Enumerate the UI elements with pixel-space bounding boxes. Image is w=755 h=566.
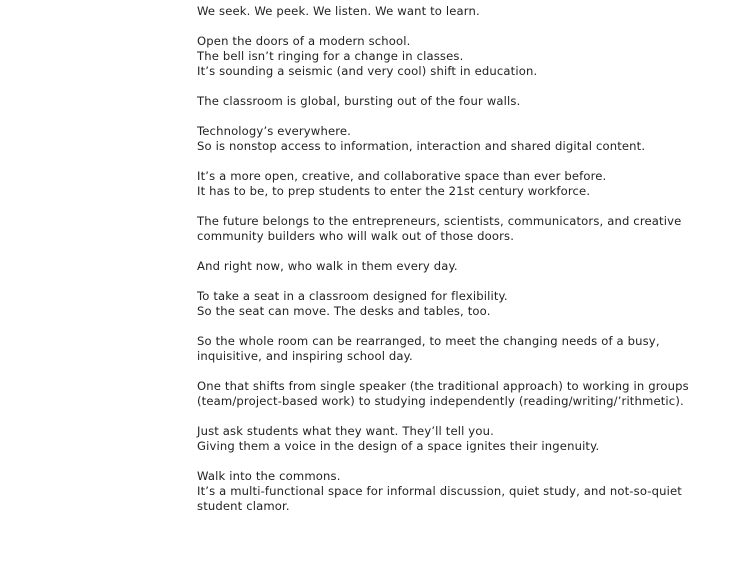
text-line: inquisitive, and inspiring school day. xyxy=(197,349,413,363)
text-line: We seek. We peek. We listen. We want to learn. xyxy=(197,4,480,18)
text-line: community builders who will walk out of those doors. xyxy=(197,229,515,243)
paragraph xyxy=(197,94,717,109)
paragraph xyxy=(197,34,717,79)
text-line: Just ask students what they want. They’ll tell you. xyxy=(197,424,494,438)
paragraph xyxy=(197,4,717,19)
paragraph xyxy=(197,334,717,364)
body-text xyxy=(197,0,717,529)
text-line: The bell isn’t ringing for a change in classes. xyxy=(197,49,464,63)
text-line: So is nonstop access to information, interaction and shared digital content. xyxy=(197,139,646,153)
paragraph xyxy=(197,214,717,244)
paragraph xyxy=(197,169,717,199)
text-line: The classroom is global, bursting out of the four walls. xyxy=(197,94,521,108)
paragraph xyxy=(197,289,717,319)
text-line: So the seat can move. The desks and tables, too. xyxy=(197,304,491,318)
paragraph xyxy=(197,124,717,154)
paragraph xyxy=(197,469,717,514)
paragraph xyxy=(197,259,717,274)
paragraph xyxy=(197,424,717,454)
paragraph xyxy=(197,379,717,409)
text-line: One that shifts from single speaker (the traditional approach) to working in groups xyxy=(197,379,689,393)
text-line: Giving them a voice in the design of a space ignites their ingenuity. xyxy=(197,439,600,453)
text-line: It has to be, to prep students to enter the 21st century workforce. xyxy=(197,184,591,198)
text-line: And right now, who walk in them every day. xyxy=(197,259,458,273)
text-line: It’s sounding a seismic (and very cool) shift in education. xyxy=(197,64,538,78)
text-line: Open the doors of a modern school. xyxy=(197,34,411,48)
text-line: Walk into the commons. xyxy=(197,469,341,483)
text-line: It’s a multi-functional space for informal discussion, quiet study, and not-so-quiet xyxy=(197,484,682,498)
text-line: (team/project-based work) to studying independently (reading/writing/’rithmetic). xyxy=(197,394,684,408)
text-line: To take a seat in a classroom designed for flexibility. xyxy=(197,289,508,303)
text-line: It’s a more open, creative, and collaborative space than ever before. xyxy=(197,169,607,183)
text-line: Technology’s everywhere. xyxy=(197,124,352,138)
text-line: The future belongs to the entrepreneurs, scientists, communicators, and creative xyxy=(197,214,682,228)
text-line: student clamor. xyxy=(197,499,290,513)
text-line: So the whole room can be rearranged, to meet the changing needs of a busy, xyxy=(197,334,660,348)
